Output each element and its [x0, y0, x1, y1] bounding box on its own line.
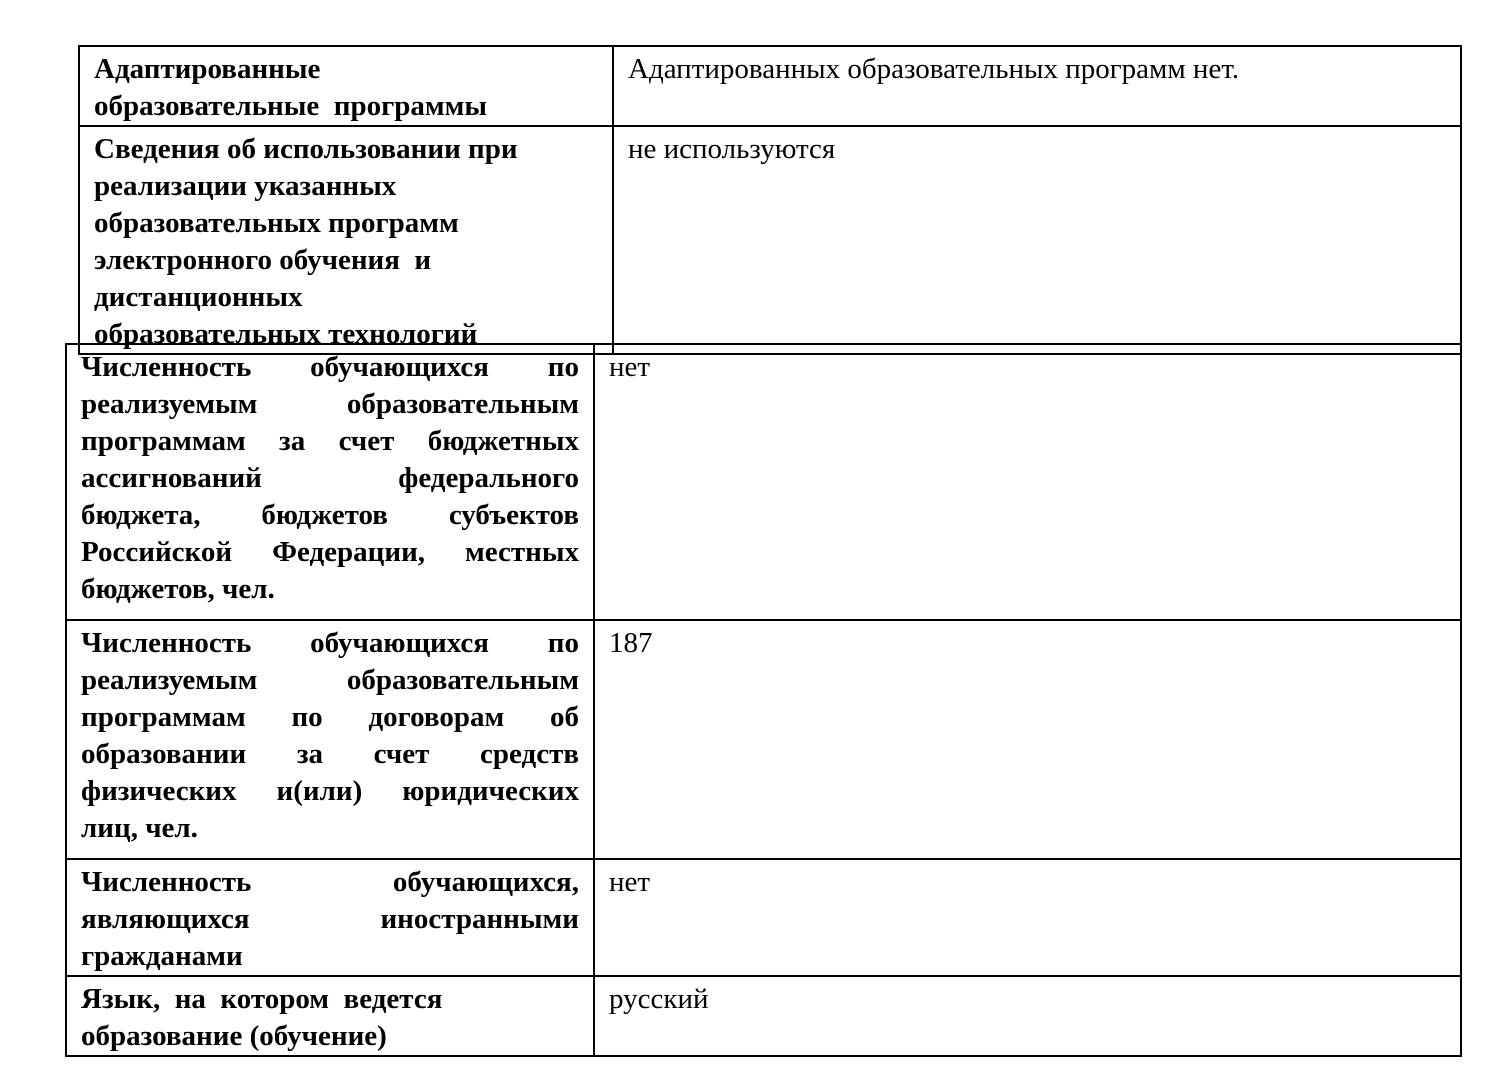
label-line: Российской Федерации, местных	[81, 536, 579, 568]
label-line: ассигнований федерального	[81, 462, 579, 494]
row-label-adapted-programs	[79, 46, 613, 126]
label-line: Язык, на котором ведется	[81, 983, 443, 1015]
label-line: лиц, чел.	[81, 812, 198, 844]
label-line: физических и(или) юридических	[81, 775, 579, 807]
label-line: Численность обучающихся по	[81, 351, 579, 383]
info-table-bottom	[65, 343, 1462, 1057]
label-line: Адаптированные	[94, 53, 321, 85]
label-line: электронного обучения и	[94, 244, 432, 276]
table-row-foreign-students	[66, 859, 1461, 976]
label-line: образовании за счет средств	[81, 738, 579, 770]
label-line: бюджетов, чел.	[81, 573, 275, 605]
label-line: реализуемым образовательным	[81, 388, 579, 420]
table-row-language	[66, 976, 1461, 1056]
label-line: реализуемым образовательным	[81, 664, 579, 696]
label-line: образование (обучение)	[81, 1020, 387, 1052]
row-label-budget-students	[66, 344, 594, 620]
table-row-e-learning	[79, 126, 1461, 354]
label-line: Численность обучающихся,	[81, 866, 579, 898]
label-line: дистанционных	[94, 281, 303, 313]
row-value-contract-students: 187	[594, 620, 1461, 859]
label-line: программам за счет бюджетных	[81, 425, 579, 457]
label-line: Численность обучающихся по	[81, 627, 579, 659]
row-value-budget-students: нет	[594, 344, 1461, 620]
row-label-foreign-students	[66, 859, 594, 976]
label-line: программам по договорам об	[81, 701, 579, 733]
label-line: реализации указанных	[94, 170, 397, 202]
label-line: Сведения об использовании при	[94, 133, 518, 165]
label-line: образовательные программы	[94, 90, 488, 122]
label-line: образовательных технологий	[94, 318, 478, 350]
label-line: бюджета, бюджетов субъектов	[81, 499, 579, 531]
row-value-language: русский	[594, 976, 1461, 1056]
label-line: являющихся иностранными	[81, 903, 579, 935]
table-row-adapted-programs	[79, 46, 1461, 126]
row-label-contract-students	[66, 620, 594, 859]
row-value-e-learning: не используются	[613, 126, 1461, 354]
info-table-top	[78, 45, 1462, 355]
row-label-e-learning	[79, 126, 613, 354]
row-label-language	[66, 976, 594, 1056]
row-value-foreign-students: нет	[594, 859, 1461, 976]
table-row-contract-students	[66, 620, 1461, 859]
table-row-budget-students	[66, 344, 1461, 620]
row-value-adapted-programs: Адаптированных образовательных программ нет.	[613, 46, 1461, 126]
label-line: гражданами	[81, 940, 243, 972]
label-line: образовательных программ	[94, 207, 459, 239]
